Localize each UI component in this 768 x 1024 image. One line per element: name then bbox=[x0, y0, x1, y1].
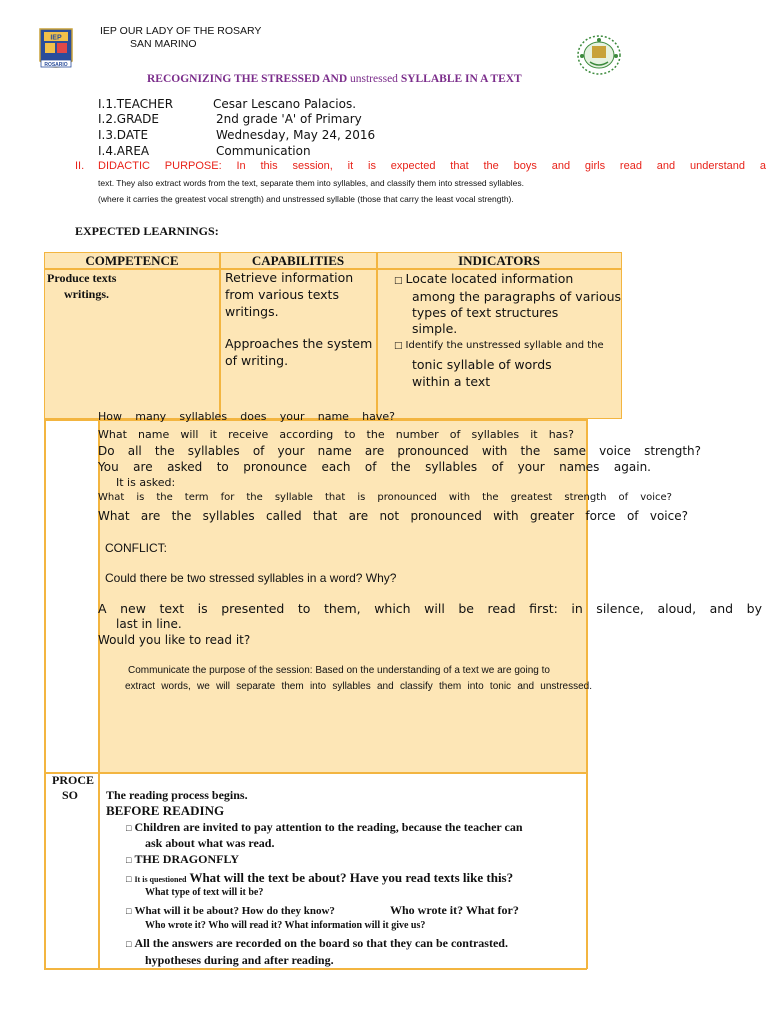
logo-label: ROSARIO bbox=[44, 61, 68, 68]
indicator-line: simple. bbox=[412, 321, 458, 336]
question: You are asked to pronounce each of the syllables of your names again. bbox=[98, 460, 651, 474]
school-name: IEP OUR LADY OF THE ROSARY bbox=[100, 25, 262, 37]
list-item: □ Children are invited to pay attention to the reading, because the teacher can bbox=[126, 820, 523, 834]
new-text-note: A new text is presented to them, which will be read first: in silence, aloud, and by bbox=[98, 601, 762, 616]
capability-line: from various texts bbox=[225, 287, 339, 302]
conflict-heading: CONFLICT: bbox=[105, 541, 168, 555]
list-item-line: Who wrote it? What for? bbox=[390, 903, 519, 917]
competence-text: writings. bbox=[64, 287, 109, 301]
page-title: RECOGNIZING THE STRESSED AND unstressed SYLLABLE IN A TEXT bbox=[147, 73, 522, 85]
info-value: 2nd grade 'A' of Primary bbox=[216, 112, 362, 126]
list-item-line: Who wrote it? Who will read it? What information will it give us? bbox=[145, 920, 426, 931]
purpose-text: text. They also extract words from the text, separate them into syllables, and classify them into stressed syllables. bbox=[98, 178, 524, 188]
question: What is the term for the syllable that is pronounced with the greatest strength of voice? bbox=[98, 492, 672, 503]
info-label: I.4.AREA bbox=[98, 144, 150, 158]
checkbox-icon: □ bbox=[394, 341, 403, 351]
section-number: II. bbox=[75, 160, 85, 172]
school-logo bbox=[38, 27, 74, 73]
session-purpose: Communicate the purpose of the session: Based on the understanding of a text we are going to bbox=[128, 665, 550, 676]
list-item: □ THE DRAGONFLY bbox=[126, 852, 240, 866]
info-label: I.3.DATE bbox=[98, 128, 149, 142]
indicator-line: among the paragraphs of various bbox=[412, 289, 622, 304]
reading-question: Would you like to read it? bbox=[98, 633, 251, 647]
indicator-item: □ Identify the unstressed syllable and the bbox=[394, 340, 604, 351]
conflict-question: Could there be two stressed syllables in a word? Why? bbox=[105, 571, 397, 585]
capability-line: writings. bbox=[225, 304, 279, 319]
column-header: CAPABILITIES bbox=[251, 253, 345, 268]
process-label: PROCE bbox=[52, 773, 94, 787]
school-location: SAN MARINO bbox=[130, 38, 197, 50]
column-header: COMPETENCE bbox=[85, 253, 179, 268]
prompt-label: It is asked: bbox=[116, 476, 176, 489]
checkbox-icon: □ bbox=[126, 823, 132, 833]
process-intro: The reading process begins. bbox=[106, 788, 248, 802]
question: How many syllables does your name have? bbox=[98, 410, 395, 423]
list-item: □ It is questioned What will the text be about? Have you read texts like this? bbox=[126, 870, 514, 885]
process-label: SO bbox=[62, 788, 79, 802]
capability-line: of writing. bbox=[225, 353, 289, 368]
section-heading: EXPECTED LEARNINGS: bbox=[75, 224, 219, 238]
list-item: □ What will it be about? How do they know? bbox=[126, 905, 335, 917]
checkbox-icon: □ bbox=[126, 874, 132, 884]
session-purpose: extract words, we will separate them into syllables and classify them into tonic and unstressed. bbox=[125, 681, 592, 692]
checkbox-icon: □ bbox=[126, 939, 132, 949]
info-value: Wednesday, May 24, 2016 bbox=[216, 128, 376, 142]
question: Do all the syllables of your name are pronounced with the same voice strength? bbox=[98, 444, 701, 458]
question: What name will it receive according to the number of syllables it has? bbox=[98, 428, 574, 441]
info-label: I.1.TEACHER bbox=[98, 97, 174, 111]
info-value: Communication bbox=[216, 144, 311, 158]
indicator-line: tonic syllable of words bbox=[412, 357, 552, 372]
info-label: I.2.GRADE bbox=[98, 112, 159, 126]
question: What are the syllables called that are not pronounced with greater force of voice? bbox=[98, 509, 688, 523]
indicator-line: types of text structures bbox=[412, 305, 559, 320]
info-value: Cesar Lescano Palacios. bbox=[213, 97, 357, 111]
seal-icon bbox=[576, 34, 622, 76]
list-item-line: hypotheses during and after reading. bbox=[145, 953, 334, 967]
logo-text: IEP bbox=[50, 34, 62, 42]
checkbox-icon: □ bbox=[126, 906, 132, 916]
new-text-note: last in line. bbox=[116, 617, 182, 631]
purpose-text: (where it carries the greatest vocal strength) and unstressed syllable (those that carry the least vocal strength). bbox=[98, 194, 514, 204]
indicator-line: within a text bbox=[412, 374, 491, 389]
list-item-line: What type of text will it be? bbox=[145, 887, 264, 898]
indicator-item: □ Locate located information bbox=[394, 271, 574, 286]
checkbox-icon: □ bbox=[394, 276, 403, 286]
list-item: □ All the answers are recorded on the board so that they can be contrasted. bbox=[126, 936, 508, 950]
subheading: BEFORE READING bbox=[106, 803, 225, 818]
column-header: INDICATORS bbox=[458, 253, 540, 268]
competence-text: Produce texts bbox=[47, 271, 117, 285]
checkbox-icon: □ bbox=[126, 855, 132, 865]
didactic-purpose: DIDACTIC PURPOSE: In this session, it is expected that the boys and girls read and understand a bbox=[98, 160, 766, 172]
capability-line: Approaches the system bbox=[225, 336, 373, 351]
capability-line: Retrieve information bbox=[225, 270, 354, 285]
list-item-line: ask about what was read. bbox=[145, 836, 275, 850]
